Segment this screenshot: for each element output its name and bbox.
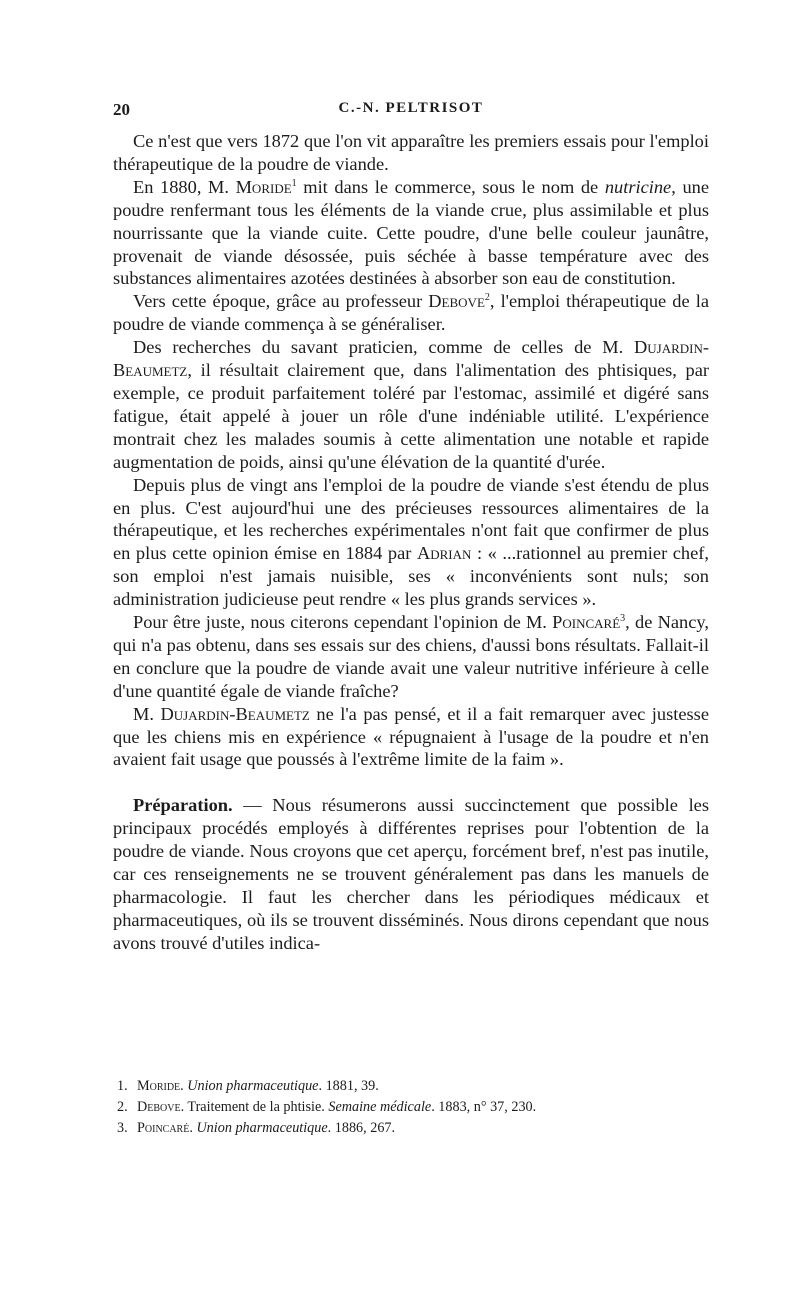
author-name: Dujardin-Beaumetz [113, 337, 709, 381]
paragraph-4: Des recherches du savant praticien, comme de celles de M. Dujardin-Beaumetz, il résultait clairement que, dans l'alimentation des phtisiques, par exemple, ce produit parfaitement toléré par l'estomac, assimilé et digéré sans fatigue, était appelé à jouer un rôle d'une indéniable utilité. L'expérience montrait chez les malades soumis à cette alimentation une notable et rapide augmentation de poids, ainsi qu'une élévation de la quantité d'urée. [113, 337, 709, 472]
body-text [113, 130, 709, 955]
running-title: C.-N. PELTRISOT [338, 100, 484, 116]
page-number: 20 [113, 100, 130, 119]
paragraph-6: Pour être juste, nous citerons cependant l'opinion de M. Poincaré$^3$, de Nancy, qui n'a pas obtenu, dans ses essais sur des chiens, d'aussi bons résultats. Fallait-il en conclure que la poudre de viande avait une valeur nutritive inférieure à celle d'une quantité égale de viande fraîche? [113, 612, 709, 701]
paragraph-7: M. Dujardin-Beaumetz ne l'a pas pensé, et il a fait remarquer avec justesse que les chiens mis en expérience « répugnaient à l'usage de la poudre et n'en avaient fait usage que poussés à l'extrême limite de la faim ». [113, 703, 709, 770]
footnote-ref: 3 [620, 613, 626, 625]
footnote-ref: 2 [484, 292, 490, 304]
author-name: Moride [235, 176, 292, 197]
footnote-2: 2. Debove. Traitement de la phtisie. Semaine médicale. 1883, n° 37, 230. [117, 1099, 537, 1115]
paragraph-3: Vers cette époque, grâce au professeur Debove$^2$, l'emploi thérapeutique de la poudre de viande commença à se généraliser. [113, 291, 709, 335]
author-name: Adrian [416, 543, 472, 564]
paragraph-preparation: Préparation. — Nous résumerons aussi succinctement que possible les principaux procédés employés à différentes reprises pour l'obtention de la poudre de viande. Nous croyons que cet aperçu, forcément bref, n'est pas inutile, car ces renseignements ne se trouvent généralement pas dans les manuels de pharmacologie. Il faut les chercher dans les périodiques médicaux et pharmaceutiques, où ils se trouvent disséminés. Nous dirons cependant que nous avons trouvé d'utiles indica- [113, 795, 709, 953]
paragraph-5: Depuis plus de vingt ans l'emploi de la poudre de viande s'est étendu de plus en plus. C'est aujourd'hui une des précieuses ressources alimentaires de la thérapeutique, et les recherches expérimentales n'ont fait que confirmer de plus en plus cette opinion émise en 1884 par Adrian : « ...rationnel au premier chef, son emploi n'est jamais nuisible, ses « inconvénients sont nuls; son administration judicieuse peut rendre « les plus grands services ». [113, 474, 710, 610]
paragraph-2: En 1880, M. Moride$^1$ mit dans le commerce, sous le nom de nutricine, une poudre renfermant tous les éléments de la viande crue, plus assimilable et plus nourrissante que la viande cuite. Cette poudre, d'une belle couleur jaunâtre, provenait de viande désossée, puis séchée à basse température avec des substances alimentaires azotées destinées à absorber son eau de constitution. [113, 176, 709, 289]
footnote-3: 3. Poincaré. Union pharmaceutique. 1886, 267. [117, 1120, 396, 1136]
footnotes [113, 1076, 709, 1139]
footnote-ref: 1 [291, 177, 297, 189]
footnote-1: 1. Moride. Union pharmaceutique. 1881, 39. [117, 1078, 379, 1094]
author-name: Poincaré [552, 612, 621, 633]
author-name: Debove [428, 291, 485, 312]
author-name: Dujardin-Beaumetz [160, 703, 310, 724]
product-name: nutricine [604, 176, 672, 197]
paragraph-1: Ce n'est que vers 1872 que l'on vit apparaître les premiers essais pour l'emploi thérapeutique de la poudre de viande. [113, 131, 709, 174]
section-title: Préparation. [133, 795, 233, 816]
page-header [113, 100, 709, 122]
